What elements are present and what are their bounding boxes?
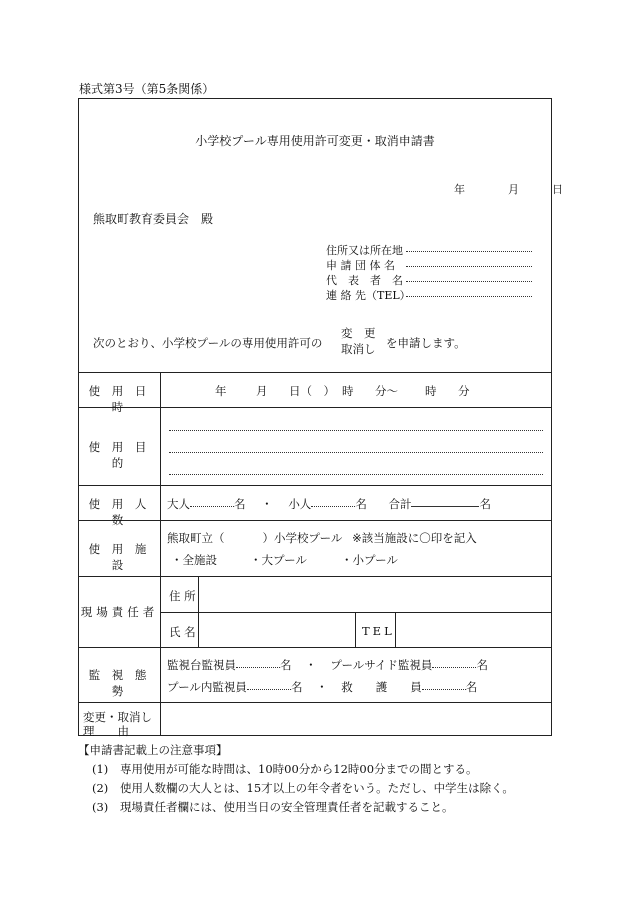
people-total-unit: 名 (479, 497, 491, 511)
notes-heading: 【申請書記載上の注意事項】 (78, 743, 228, 757)
datetime-hour-from: 時 (342, 384, 354, 398)
facility-option-small[interactable]: ・小プール (341, 553, 398, 567)
monitor-tower-label: 監視台監視員 (167, 658, 236, 672)
note-item (92, 780, 514, 796)
facility-school-suffix: ）小学校プール (262, 531, 343, 545)
monitor-inpool-unit: 名 (290, 680, 303, 694)
row-label-monitor: 監 視 態 勢 (88, 668, 151, 698)
purpose-line-1[interactable] (169, 430, 543, 431)
form-code: 様式第3号（第5条関係） (79, 82, 215, 96)
note-number: (3) (92, 800, 109, 814)
facility-line-1 (167, 530, 477, 546)
monitor-poolside-input[interactable] (432, 666, 476, 668)
purpose-line-3[interactable] (169, 474, 543, 475)
row-label-reason-bottom: 理 由 (83, 724, 129, 738)
people-total-input[interactable] (411, 505, 479, 507)
label-column-divider (160, 372, 161, 735)
divider (79, 702, 551, 703)
monitor-poolside-unit: 名 (476, 658, 488, 672)
field-contact (326, 287, 532, 303)
people-child-input[interactable] (311, 505, 355, 507)
row-label-people: 使 用 人 数 (88, 497, 151, 527)
row-label-purpose: 使 用 目 的 (88, 440, 151, 470)
datetime-year: 年 (215, 384, 227, 398)
monitor-separator: ・ (316, 680, 328, 694)
people-adult-label: 大人 (167, 497, 190, 511)
row-label-datetime: 使 用 日 時 (88, 384, 151, 414)
monitor-separator: ・ (305, 658, 317, 672)
monitor-rescue-label: 救 護 員 (341, 680, 422, 694)
date-day: 日 (552, 183, 563, 196)
facility-option-all[interactable]: ・全施設 (171, 553, 217, 567)
option-change[interactable]: 変 更 (341, 326, 376, 340)
field-group-name-input[interactable] (406, 265, 532, 267)
note-item (92, 761, 478, 777)
purpose-line-2[interactable] (169, 452, 543, 453)
row-label-facility: 使 用 施 設 (88, 542, 151, 572)
statement-prefix: 次のとおり、小学校プールの専用使用許可の (93, 336, 323, 350)
field-representative-label: 代 表 者 名 (326, 274, 403, 287)
date-year: 年 (454, 183, 465, 196)
people-child-unit: 名 (355, 497, 367, 511)
note-item (92, 799, 454, 815)
monitor-line-2 (167, 679, 477, 695)
form-title: 小学校プール専用使用許可変更・取消申請書 (195, 134, 435, 148)
monitor-poolside-label: プールサイド監視員 (330, 658, 433, 672)
statement-suffix: を申請します。 (386, 336, 466, 350)
datetime-min-to: 分 (458, 384, 470, 398)
field-contact-label: 連 絡 先（TEL） (326, 289, 411, 302)
date-line (454, 181, 563, 197)
date-month: 月 (508, 183, 519, 196)
statement-choice (341, 325, 376, 357)
manager-tel-label: TEL (362, 624, 395, 638)
monitor-inpool-input[interactable] (247, 688, 291, 690)
field-address-input[interactable] (406, 250, 532, 252)
facility-town-prefix: 熊取町立（ (167, 531, 225, 545)
note-number: (1) (92, 762, 109, 776)
people-separator: ・ (261, 497, 273, 511)
people-total-label: 合計 (388, 497, 412, 511)
monitor-tower-unit: 名 (280, 658, 292, 672)
people-child-label: 小人 (288, 497, 312, 511)
divider (79, 576, 551, 577)
monitor-tower-input[interactable] (236, 666, 280, 668)
row-label-manager: 現場責任者 (80, 605, 159, 619)
people-adult-input[interactable] (190, 505, 234, 507)
row-label-reason-top: 変更・取消し (83, 710, 152, 724)
people-adult-unit: 名 (234, 497, 246, 511)
datetime-hour-to: 時 (425, 384, 437, 398)
field-address-label: 住所又は所在地 (326, 244, 403, 257)
note-text: 現場責任者欄には、使用当日の安全管理責任者を記載すること。 (120, 800, 454, 814)
manager-name-label: 氏 名 (169, 625, 196, 639)
manager-address-label: 住 所 (169, 589, 196, 603)
tel-divider (355, 612, 356, 647)
field-group-name-label: 申 請 団 体 名 (326, 259, 395, 272)
note-number: (2) (92, 781, 109, 795)
monitor-inpool-label: プール内監視員 (167, 680, 247, 694)
people-line (167, 496, 491, 512)
field-representative (326, 272, 532, 288)
field-representative-input[interactable] (406, 280, 532, 282)
facility-note: ※該当施設に〇印を記入 (352, 531, 477, 545)
divider (79, 372, 551, 373)
note-text: 専用使用が可能な時間は、10時00分から12時00分までの間とする。 (120, 762, 478, 776)
datetime-month: 月 (256, 384, 268, 398)
facility-option-big[interactable]: ・大プール (250, 553, 307, 567)
note-text: 使用人数欄の大人とは、15才以上の年令者をいう。ただし、中学生は除く。 (120, 781, 514, 795)
field-group-name (326, 257, 532, 273)
manager-sub-divider (198, 576, 199, 647)
field-address (326, 242, 532, 258)
datetime-min-from: 分〜 (375, 384, 398, 398)
divider (79, 485, 551, 486)
addressee: 熊取町教育委員会 殿 (93, 212, 214, 226)
divider (79, 647, 551, 648)
field-contact-input[interactable] (406, 295, 532, 297)
tel-divider (395, 612, 396, 647)
monitor-rescue-unit: 名 (465, 680, 478, 694)
option-cancel[interactable]: 取消し (341, 342, 376, 356)
datetime-day: 日（ ） (289, 384, 335, 398)
application-form (78, 98, 563, 738)
monitor-line-1 (167, 657, 488, 673)
monitor-rescue-input[interactable] (422, 688, 466, 690)
